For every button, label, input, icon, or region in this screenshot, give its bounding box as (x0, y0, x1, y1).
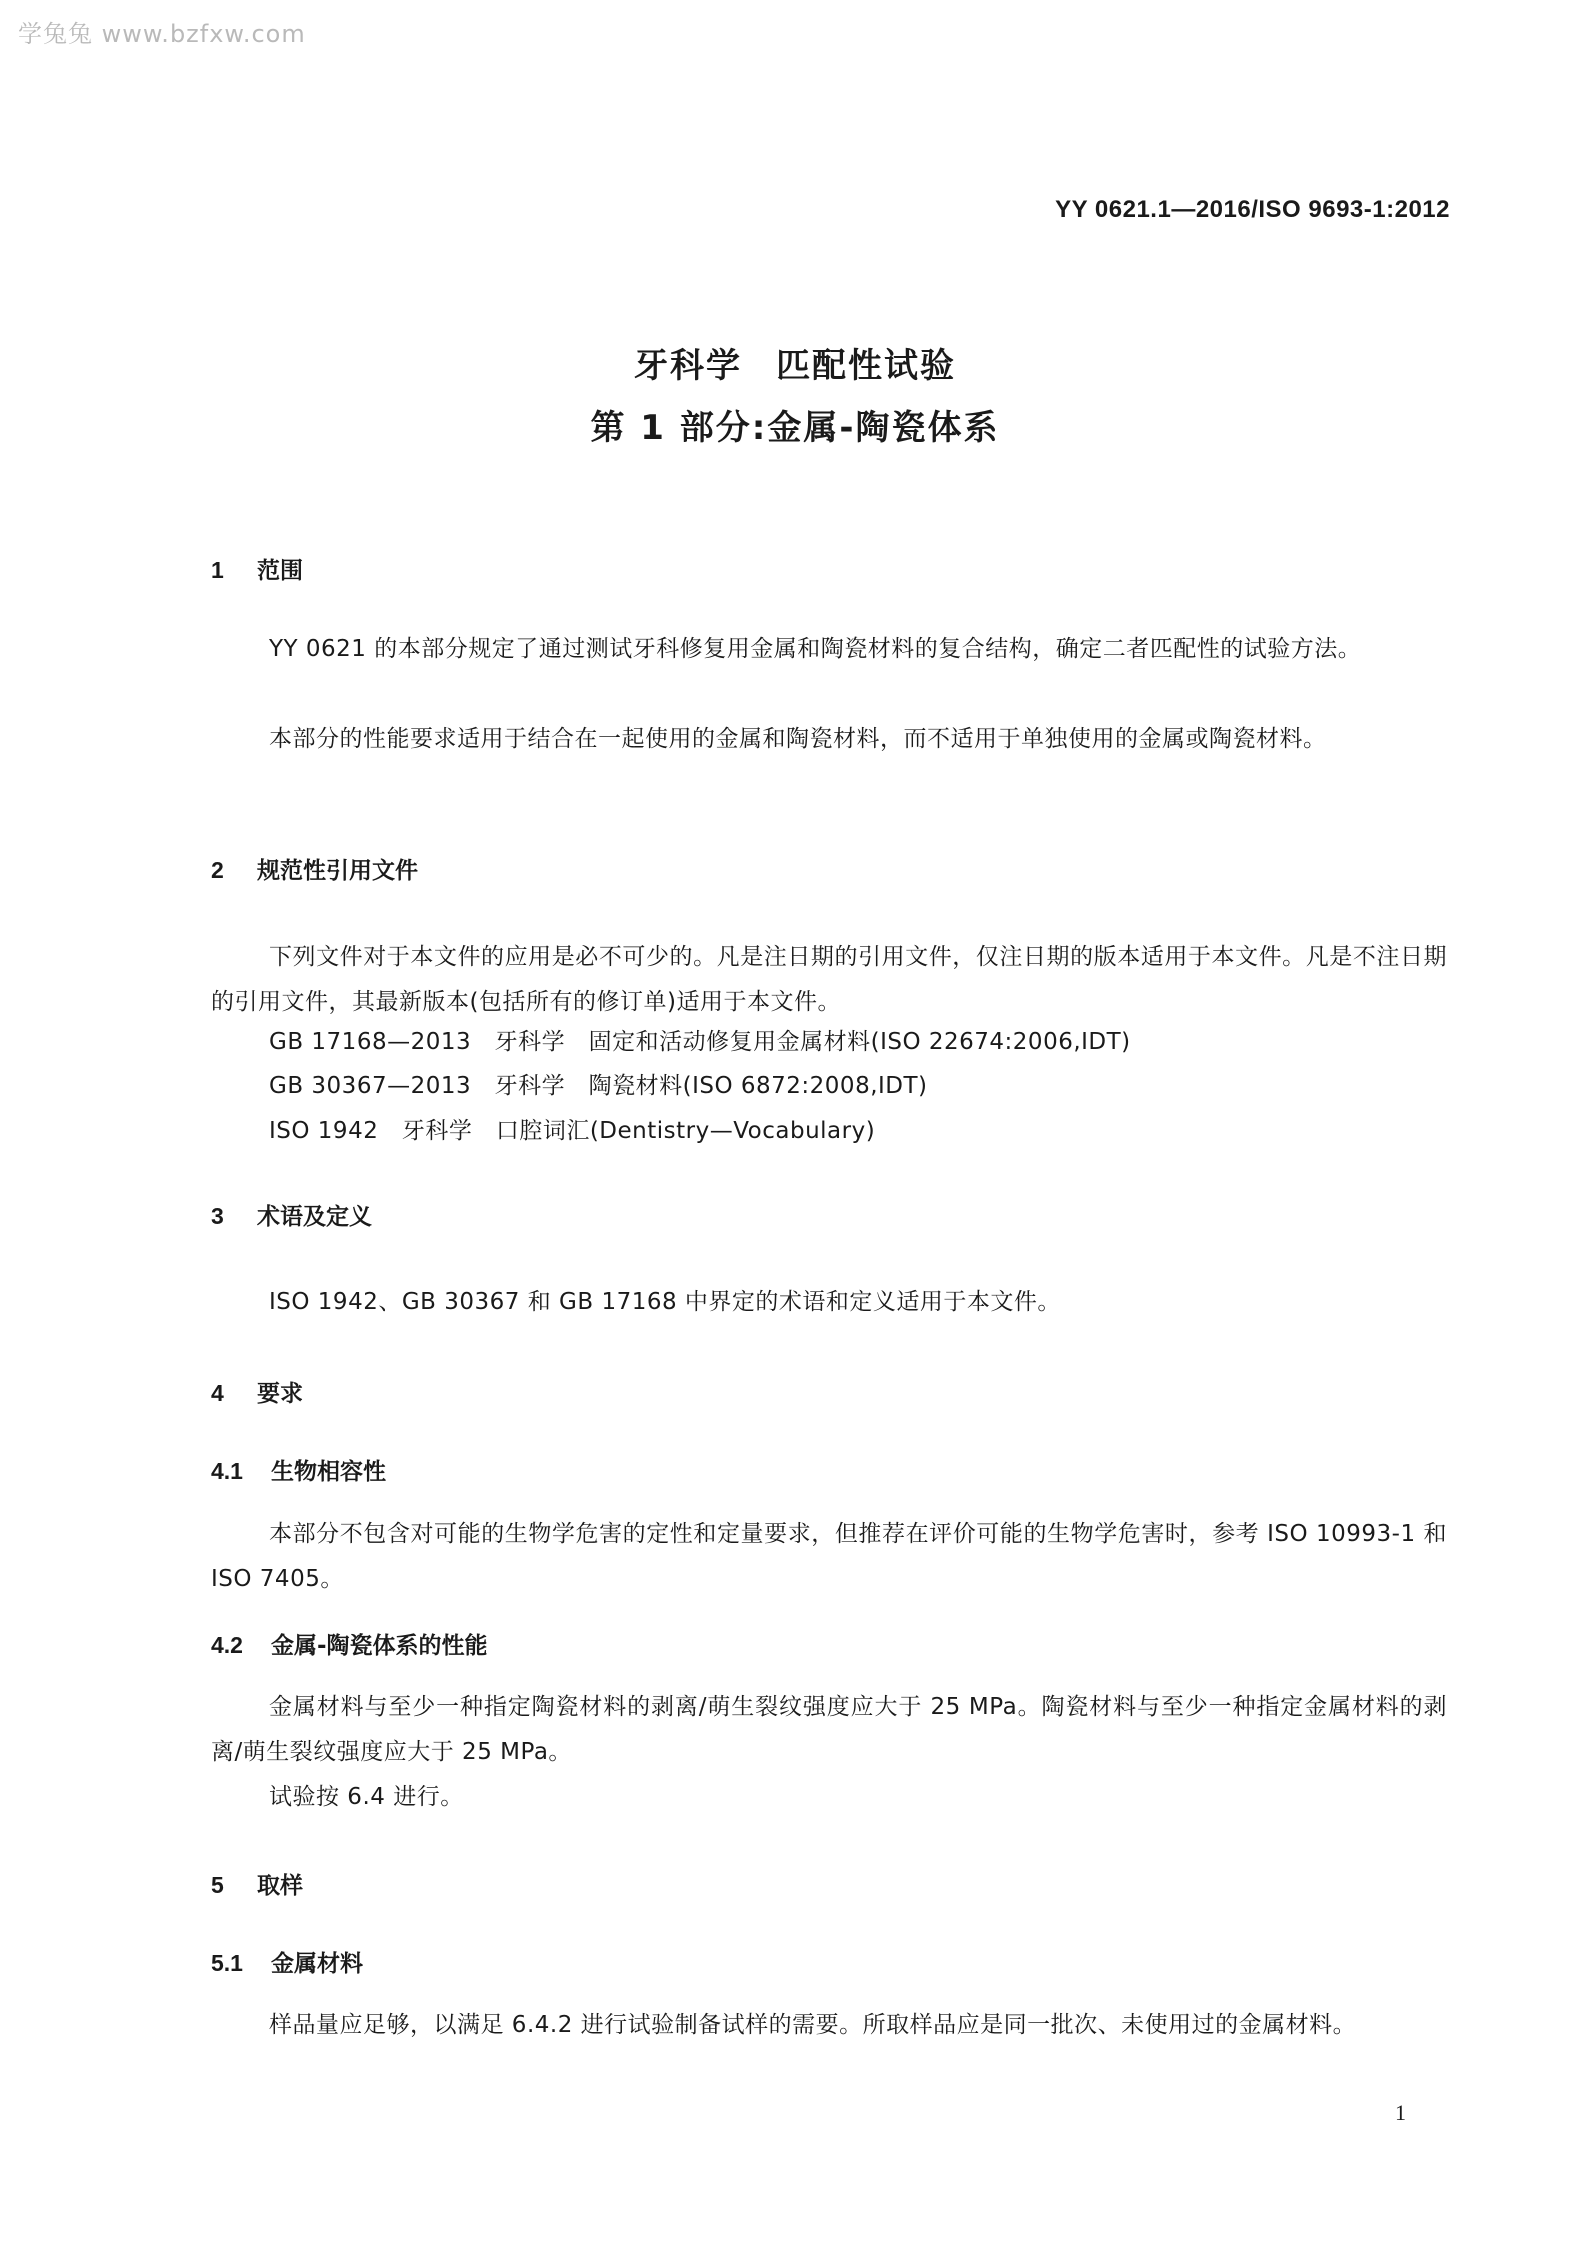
page-number: 1 (1395, 2100, 1406, 2125)
reference-item: GB 17168—2013 牙科学 固定和活动修复用金属材料(ISO 22674:2006,IDT) (269, 1029, 1131, 1055)
section-title: 术语及定义 (257, 1204, 372, 1230)
section-title: 生物相容性 (271, 1459, 386, 1485)
section-title: 取样 (257, 1873, 303, 1899)
section-3-paragraph-1: ISO 1942、GB 30367 和 GB 17168 中界定的术语和定义适用于本文件。 (269, 1289, 1061, 1315)
section-title: 要求 (257, 1381, 303, 1407)
section-number: 3 (211, 1203, 224, 1229)
section-4-1-heading (211, 1456, 386, 1487)
watermark: 学兔兔 www.bzfxw.com (18, 20, 306, 48)
document-title (0, 335, 1590, 459)
title-line-1 (0, 335, 1590, 397)
section-title: 金属材料 (271, 1951, 363, 1977)
section-number: 1 (211, 557, 224, 583)
section-number: 2 (211, 857, 224, 883)
section-title: 范围 (257, 558, 303, 584)
section-4-2-paragraph-1: 金属材料与至少一种指定陶瓷材料的剥离/萌生裂纹强度应大于 25 MPa。陶瓷材料与至少一种指定金属材料的剥离/萌生裂纹强度应大于 25 MPa。 (211, 1694, 1447, 1765)
section-2-paragraph-1: 下列文件对于本文件的应用是必不可少的。凡是注日期的引用文件，仅注日期的版本适用于本文件。凡是不注日期的引用文件，其最新版本(包括所有的修订单)适用于本文件。 (211, 944, 1447, 1015)
section-number: 4.2 (211, 1632, 243, 1658)
section-number: 5.1 (211, 1950, 243, 1976)
section-title: 金属-陶瓷体系的性能 (271, 1633, 488, 1659)
reference-item: GB 30367—2013 牙科学 陶瓷材料(ISO 6872:2008,IDT) (269, 1073, 928, 1099)
section-4-1-paragraph-1: 本部分不包含对可能的生物学危害的定性和定量要求，但推荐在评价可能的生物学危害时，参考 ISO 10993-1 和 ISO 7405。 (211, 1521, 1447, 1592)
title-part-a: 牙科学 (634, 346, 742, 386)
title-part-b: 匹配性试验 (776, 346, 956, 386)
section-number: 4 (211, 1380, 224, 1406)
section-5-heading (211, 1870, 303, 1901)
section-5-1-heading (211, 1948, 363, 1979)
section-2-heading (211, 855, 418, 886)
reference-item: ISO 1942 牙科学 口腔词汇(Dentistry—Vocabulary) (269, 1118, 876, 1144)
section-number: 4.1 (211, 1458, 243, 1484)
section-title: 规范性引用文件 (257, 858, 418, 884)
section-5-1-paragraph-1: 样品量应足够，以满足 6.4.2 进行试验制备试样的需要。所取样品应是同一批次、未使用过的金属材料。 (269, 2012, 1357, 2038)
title-line-2: 第 1 部分:金属-陶瓷体系 (590, 408, 1000, 448)
section-4-2-heading (211, 1630, 488, 1661)
section-3-heading (211, 1201, 372, 1232)
section-4-2-paragraph-2: 试验按 6.4 进行。 (269, 1784, 464, 1810)
section-1-paragraph-1: YY 0621 的本部分规定了通过测试牙科修复用金属和陶瓷材料的复合结构，确定二者匹配性的试验方法。 (269, 636, 1362, 662)
section-number: 5 (211, 1872, 224, 1898)
section-1-heading (211, 555, 303, 586)
section-4-heading (211, 1378, 303, 1409)
section-1-paragraph-2: 本部分的性能要求适用于结合在一起使用的金属和陶瓷材料，而不适用于单独使用的金属或陶瓷材料。 (269, 726, 1327, 752)
document-number: YY 0621.1—2016/ISO 9693-1:2012 (1055, 196, 1450, 223)
